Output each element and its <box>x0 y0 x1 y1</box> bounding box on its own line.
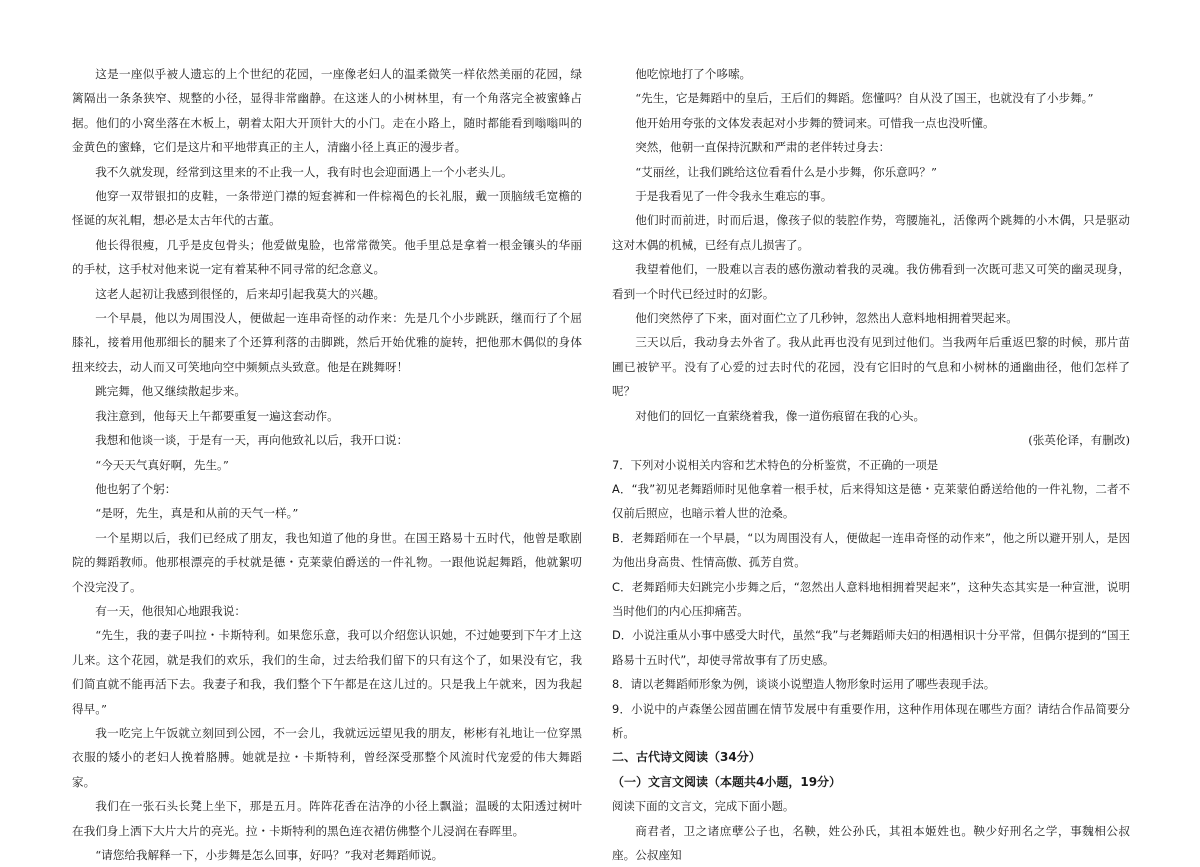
classical-text-opening: 商君者，卫之诸庶孽公子也，名鞅，姓公孙氏，其祖本姬姓也。鞅少好刑名之学，事魏相公叔座。公叔座知 <box>612 823 1130 862</box>
story-paragraph-after-dance: 跳完舞，他又继续散起步来。 <box>95 384 246 399</box>
translation-source: (张英伦译，有删改) <box>1028 433 1130 448</box>
story-paragraph-friends: 一个星期以后，我们已经成了朋友，我也知道了他的身世。在国王路易十五时代，他曾是歌剧院的舞蹈教师。他那根漂亮的手杖就是德・克莱蒙伯爵送的一件礼物。一跟他说起舞蹈，他就絮叨个没完没了。 <box>72 530 582 594</box>
story-paragraph-embrace: 他们突然停了下来，面对面伫立了几秒钟，忽然出人意料地相拥着哭起来。 <box>635 311 1018 326</box>
story-dialogue-weather: “今天天气真好啊，先生。” <box>95 457 229 472</box>
story-dialogue-queen: “先生，它是舞蹈中的皇后，王后们的舞蹈。您懂吗？自从没了国王，也就没有了小步舞。” <box>635 91 1094 106</box>
story-dialogue-alice: “艾丽丝，让我们跳给这位看看什么是小步舞，你乐意吗？” <box>635 164 937 179</box>
story-paragraph-memory: 对他们的回忆一直萦绕着我，像一道伤痕留在我的心头。 <box>635 408 926 423</box>
story-dialogue-wife: “先生，我的妻子叫拉・卡斯特利。如果您乐意，我可以介绍您认识她，不过她要到下午才上这儿来。这个花园，就是我们的欢乐，我们的生命，过去给我们留下的只有这个了，如果没有它，我们简直就不能再活下去。我妻子和我，我们整个下午都是在这儿过的。只是我上午就来，因为我起得早。” <box>72 628 582 716</box>
story-paragraph-repeat: 我注意到，他每天上午都要重复一遍这套动作。 <box>95 408 339 423</box>
story-paragraph-appearance: 他长得很瘦，几乎是皮包骨头；他爱做鬼脸，也常常微笑。他手里总是拿着一根金镶头的华丽的手杖，这手杖对他来说一定有着某种不同寻常的纪念意义。 <box>72 237 582 277</box>
left-column <box>72 62 582 867</box>
story-paragraph-ghost: 我望着他们，一股难以言表的感伤激动着我的灵魂。我仿佛看到一次既可悲又可笑的幽灵现身，看到一个时代已经过时的幻影。 <box>612 262 1130 301</box>
story-paragraph-garden: 这是一座似乎被人遗忘的上个世纪的花园，一座像老妇人的温柔微笑一样依然美丽的花园，绿篱隔出一条条狭窄、规整的小径，显得非常幽静。在这迷人的小树林里，有一个角落完全被蜜蜂占据。他们的小窝坐落在木板上，朝着太阳大开顶针大的小门。走在小路上，随时都能看到嗡嗡叫的金黄色的蜜蜂，它们是这片和平地带真正的主人，清幽小径上真正的漫步者。 <box>72 67 582 155</box>
question-8: 8．请以老舞蹈师形象为例，谈谈小说塑造人物形象时运用了哪些表现手法。 <box>612 677 996 692</box>
story-paragraph-leave: 三天以后，我动身去外省了。我从此再也没有见到过他们。当我两年后重返巴黎的时候，那片苗圃已被铲平。没有了心爱的过去时代的花园，没有它旧时的气息和小树林的通幽曲径，他们怎样了呢？ <box>612 335 1130 399</box>
story-paragraph-puppets: 他们时而前进，时而后退，像孩子似的装腔作势，弯腰施礼，活像两个跳舞的小木偶，只是驱动这对木偶的机械，已经有点儿损害了。 <box>612 213 1130 252</box>
question-7-option-d: D．小说注重从小事中感受大时代，虽然“我”与老舞蹈师夫妇的相遇相识十分平常，但偶尔提到的“国王路易十五时代”，却使寻常故事有了历史感。 <box>612 628 1130 667</box>
story-dialogue-minuet-question: “请您给我解释一下，小步舞是怎么回事，好吗？”我对老舞蹈师说。 <box>95 848 444 862</box>
question-7-option-b: B．老舞蹈师在一个早晨，“以为周围没有人，便做起一连串奇怪的动作来”，他之所以避开别人，是因为他出身高贵、性情高傲、孤芳自赏。 <box>612 530 1130 570</box>
right-column <box>612 62 1130 867</box>
story-paragraph-clothing: 他穿一双带银扣的皮鞋，一条带逆门襟的短套裤和一件棕褐色的长礼服，戴一顶脑绒毛宽檐的怪诞的灰礼帽，想必是太古年代的古董。 <box>72 189 582 228</box>
story-paragraph-praise: 他开始用夸张的文体发表起对小步舞的赞词来。可惜我一点也没听懂。 <box>635 115 995 130</box>
question-7: 7．下列对小说相关内容和艺术特色的分析鉴赏，不正确的一项是 <box>612 457 939 472</box>
story-paragraph-confide: 有一天，他很知心地跟我说： <box>95 603 246 618</box>
story-paragraph-unforgettable: 于是我看见了一件令我永生难忘的事。 <box>635 189 833 204</box>
story-paragraph-interest: 这老人起初让我感到很怪的，后来却引起我莫大的兴趣。 <box>95 286 386 301</box>
story-paragraph-greeting: 我想和他谈一谈，于是有一天，再向他致礼以后，我开口说： <box>95 433 409 448</box>
question-9: 9．小说中的卢森堡公园苗圃在情节发展中有重要作用，这种作用体现在哪些方面？请结合作品简要分析。 <box>612 701 1130 740</box>
question-7-option-c: C．老舞蹈师夫妇跳完小步舞之后，“忽然出人意料地相拥着哭起来”，这种失态其实是一种宣泄，说明当时他们的内心压抑痛苦。 <box>612 579 1130 618</box>
story-paragraph-turn: 突然，他朝一直保持沉默和严肃的老伴转过身去： <box>635 140 891 155</box>
story-paragraph-meet-wife: 我一吃完上午饭就立刻回到公园，不一会儿，我就远远望见我的朋友，彬彬有礼地让一位穿黑衣服的矮小的老妇人挽着胳膊。她就是拉・卡斯特利，曾经深受那整个风流时代宠爱的伟大舞蹈家。 <box>72 725 582 789</box>
story-paragraph-bench: 我们在一张石头长凳上坐下，那是五月。阵阵花香在洁净的小径上飘溢；温暖的太阳透过树叶在我们身上洒下大片大片的亮光。拉・卡斯特利的黑色连衣裙仿佛整个儿浸润在春晖里。 <box>72 799 582 838</box>
story-paragraph-dance: 一个早晨，他以为周围没人，便做起一连串奇怪的动作来：先是几个小步跳跃，继而行了个屈膝礼，接着用他那细长的腿来了个还算利落的击脚跳，然后开始优雅的旋转，把他那木偶似的身体扭来绞去，动人而又可笑地向空中频频点头致意。他是在跳舞呀！ <box>72 311 582 374</box>
story-paragraph-shiver: 他吃惊地打了个哆嗦。 <box>635 67 752 81</box>
question-7-option-a: A．“我”初见老舞蹈师时见他拿着一根手杖，后来得知这是德・克莱蒙伯爵送给他的一件礼物，二者不仅前后照应，也暗示着人世的沧桑。 <box>612 481 1130 521</box>
story-paragraph-bow: 他也躬了个躬： <box>95 481 177 496</box>
subsection-title: （一）文言文阅读（本题共4小题，19分） <box>612 774 842 789</box>
reading-instruction: 阅读下面的文言文，完成下面小题。 <box>612 799 795 814</box>
section-title: 二、古代诗文阅读（34分） <box>612 750 761 765</box>
story-paragraph-old-man-met: 我不久就发现，经常到这里来的不止我一人，我有时也会迎面遇上一个小老头儿。 <box>95 164 513 179</box>
story-dialogue-reply: “是呀，先生，真是和从前的天气一样。” <box>95 506 299 521</box>
